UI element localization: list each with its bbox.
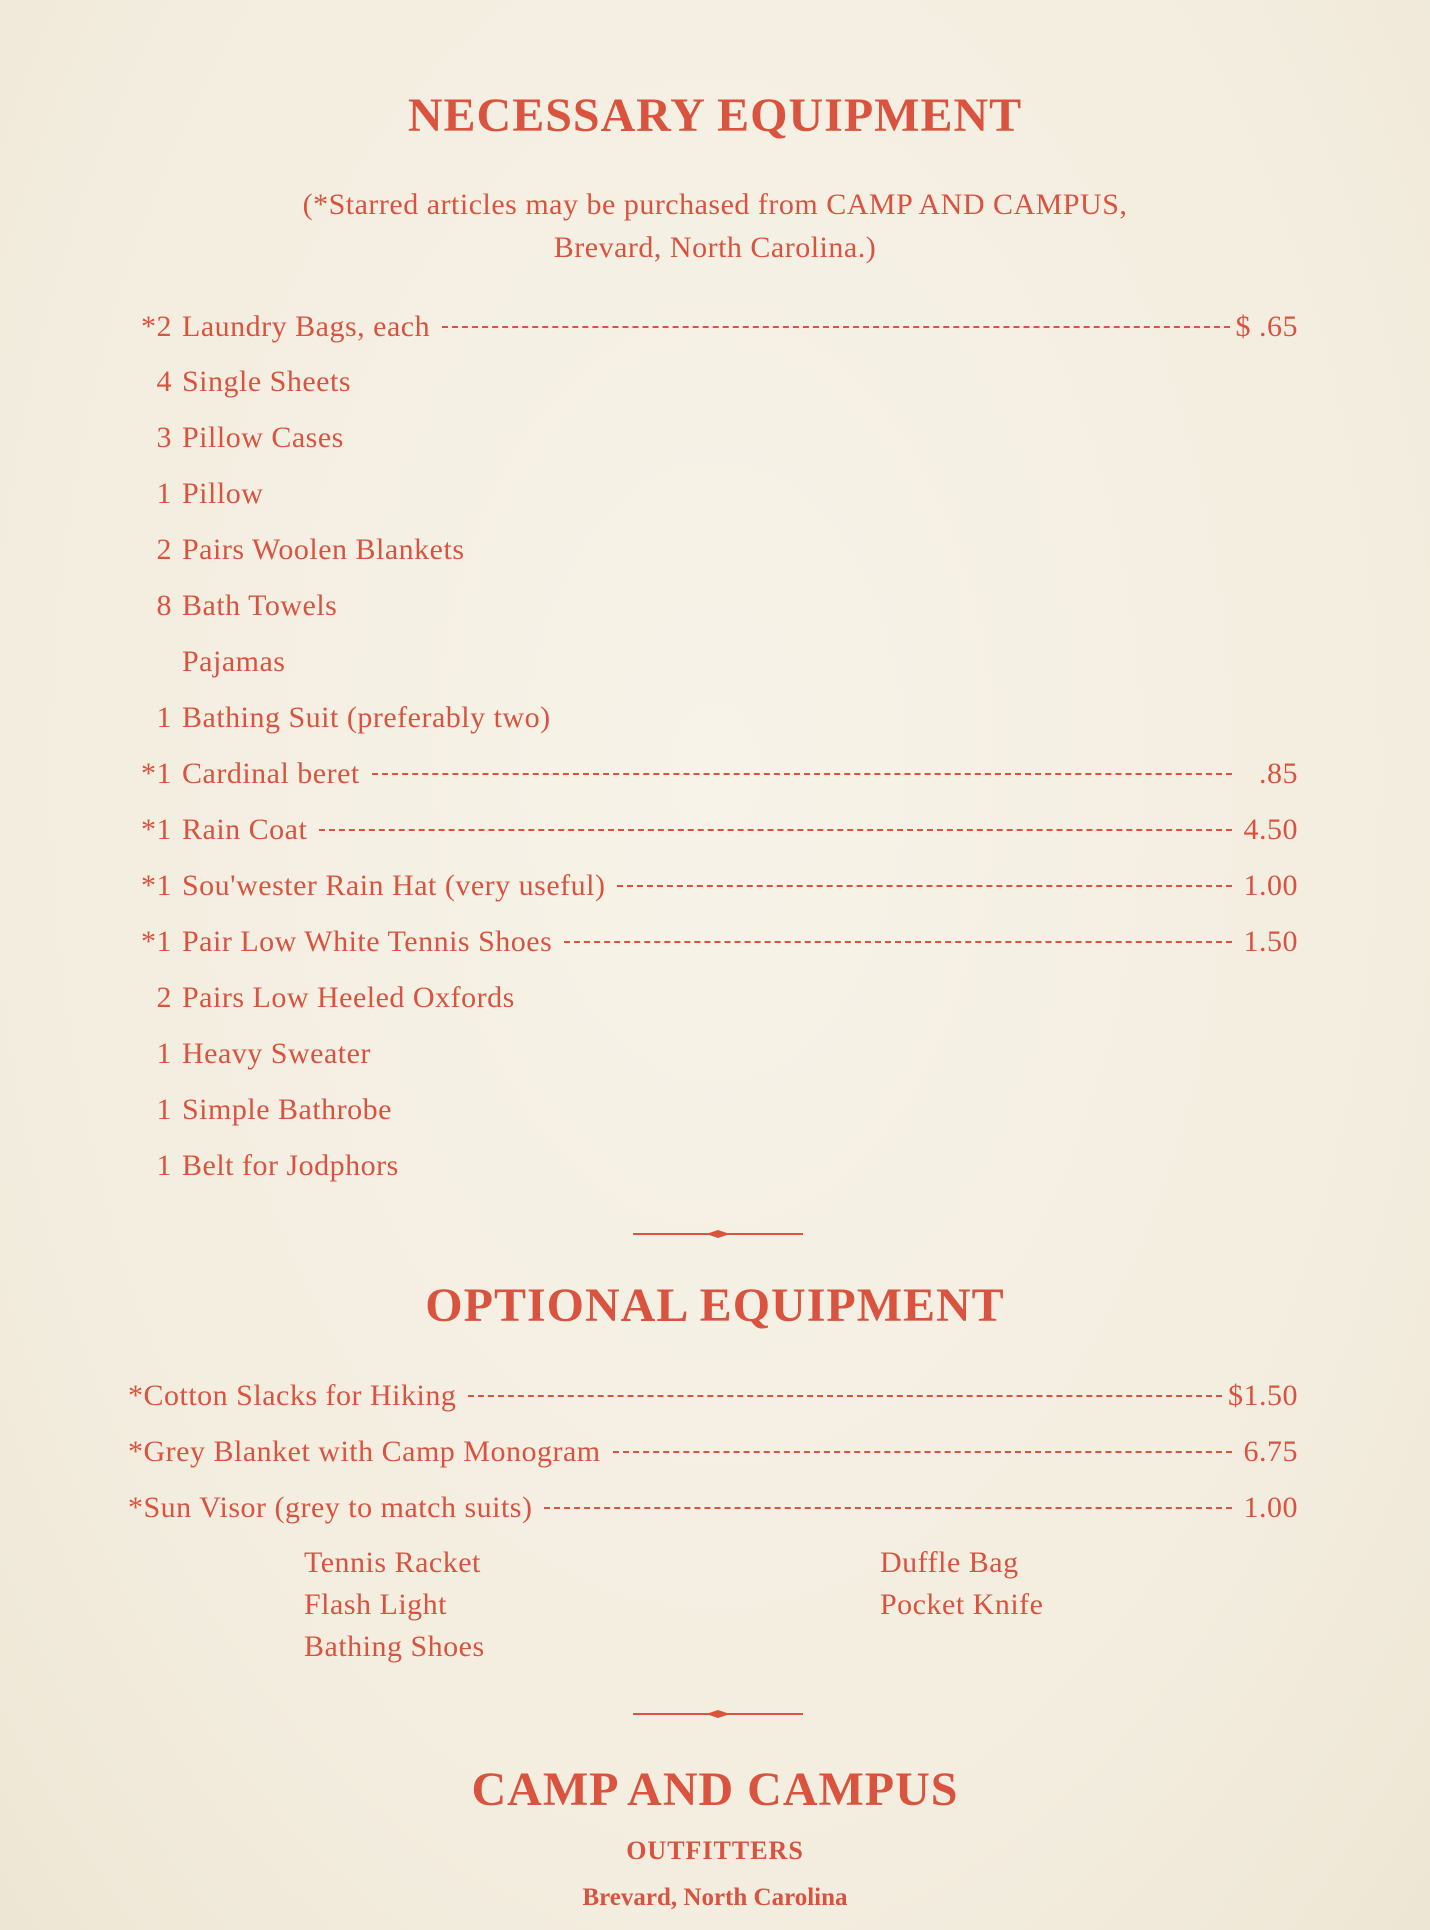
item-price: $ .65 — [1235, 310, 1298, 343]
item-price: $1.50 — [1228, 1379, 1298, 1412]
leader-dots — [319, 829, 1232, 831]
starred-note-line-2: Brevard, North Carolina.) — [553, 231, 877, 264]
item-label: *Sun Visor (grey to match suits) — [128, 1491, 533, 1524]
item-label: *Grey Blanket with Camp Monogram — [128, 1435, 601, 1468]
item-price: .85 — [1259, 757, 1298, 790]
item-quantity: *1 — [141, 813, 172, 846]
item-label: Sou'wester Rain Hat (very useful) — [182, 869, 606, 902]
section-divider — [633, 1709, 803, 1719]
item-label: Rain Coat — [182, 813, 308, 846]
extra-item: Flash Light — [304, 1588, 448, 1621]
item-price: 1.50 — [1243, 925, 1298, 958]
item-label: Pillow — [182, 477, 264, 510]
item-quantity: 1 — [156, 1093, 172, 1126]
item-quantity: 1 — [156, 1149, 172, 1182]
list-item — [128, 474, 1298, 514]
extra-item: Pocket Knife — [880, 1588, 1044, 1621]
list-item — [128, 418, 1298, 458]
item-quantity: 1 — [156, 1037, 172, 1070]
item-label: Simple Bathrobe — [182, 1093, 392, 1126]
item-quantity: 3 — [156, 421, 172, 454]
item-label: Pair Low White Tennis Shoes — [182, 925, 553, 958]
leader-dots — [544, 1507, 1232, 1509]
list-item — [128, 1146, 1298, 1186]
item-quantity: 8 — [156, 589, 172, 622]
list-item — [128, 1376, 1298, 1416]
leader-dots — [372, 773, 1232, 775]
item-label: *Cotton Slacks for Hiking — [128, 1379, 457, 1412]
item-quantity: *1 — [141, 757, 172, 790]
item-price: 1.00 — [1243, 869, 1298, 902]
diamond-rule-icon — [633, 1229, 803, 1239]
list-item — [128, 1034, 1298, 1074]
footer-company-name: CAMP AND CAMPUS — [471, 1763, 959, 1816]
item-label: Laundry Bags, each — [182, 310, 431, 343]
item-price: 4.50 — [1243, 813, 1298, 846]
item-quantity: 1 — [156, 701, 172, 734]
extra-item: Duffle Bag — [880, 1546, 1019, 1579]
item-price: 1.00 — [1243, 1491, 1298, 1524]
extra-item: Tennis Racket — [304, 1546, 481, 1579]
list-item — [128, 754, 1298, 794]
list-item — [128, 530, 1298, 570]
footer-address: Brevard, North Carolina — [582, 1884, 848, 1911]
item-quantity: 1 — [156, 477, 172, 510]
item-price: 6.75 — [1243, 1435, 1298, 1468]
leader-dots — [613, 1451, 1232, 1453]
leader-dots — [468, 1395, 1222, 1397]
optional-equipment-heading: OPTIONAL EQUIPMENT — [425, 1279, 1005, 1332]
item-quantity: *1 — [141, 869, 172, 902]
item-quantity: *1 — [141, 925, 172, 958]
list-item — [128, 307, 1298, 347]
item-quantity: *2 — [141, 310, 172, 343]
list-item — [128, 1090, 1298, 1130]
item-quantity: 2 — [156, 533, 172, 566]
list-item — [128, 810, 1298, 850]
leader-dots — [564, 941, 1232, 943]
list-item — [128, 978, 1298, 1018]
starred-note-line-1: (*Starred articles may be purchased from CAMP AND CAMPUS, — [302, 188, 1128, 221]
item-label: Pajamas — [182, 645, 286, 678]
item-label: Pairs Low Heeled Oxfords — [182, 981, 515, 1014]
section-divider — [633, 1229, 803, 1239]
item-quantity: 4 — [156, 365, 172, 398]
list-item — [128, 698, 1298, 738]
item-label: Pillow Cases — [182, 421, 344, 454]
list-item — [128, 1432, 1298, 1472]
list-item — [128, 642, 1298, 682]
leader-dots — [442, 326, 1229, 328]
list-item — [128, 1488, 1298, 1528]
list-item — [128, 866, 1298, 906]
list-item — [128, 586, 1298, 626]
necessary-equipment-heading: NECESSARY EQUIPMENT — [407, 89, 1023, 142]
item-label: Bathing Suit (preferably two) — [182, 701, 551, 734]
item-label: Belt for Jodphors — [182, 1149, 399, 1182]
list-item — [128, 362, 1298, 402]
extra-item: Bathing Shoes — [304, 1630, 485, 1663]
item-label: Heavy Sweater — [182, 1037, 371, 1070]
item-label: Pairs Woolen Blankets — [182, 533, 465, 566]
list-item — [128, 922, 1298, 962]
item-label: Single Sheets — [182, 365, 351, 398]
footer-subtitle: OUTFITTERS — [626, 1836, 804, 1865]
item-quantity: 2 — [156, 981, 172, 1014]
item-label: Cardinal beret — [182, 757, 360, 790]
leader-dots — [617, 885, 1232, 887]
item-label: Bath Towels — [182, 589, 338, 622]
diamond-rule-icon — [633, 1709, 803, 1719]
